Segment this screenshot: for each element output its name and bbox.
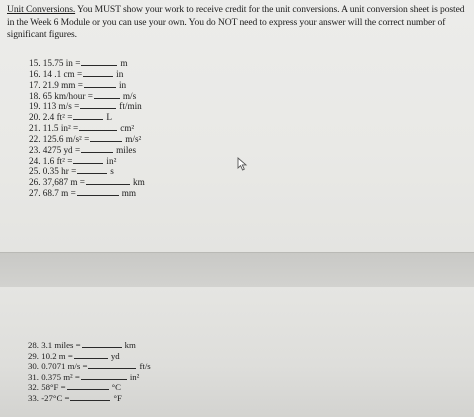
problem-item	[29, 134, 145, 145]
answer-blank[interactable]	[67, 388, 109, 390]
problem-number: 26.	[29, 177, 41, 188]
problem-given: 0.375 m² =	[41, 371, 80, 382]
problem-given: 10.2 m =	[41, 350, 73, 361]
target-unit: s	[110, 166, 114, 177]
answer-blank[interactable]	[90, 140, 122, 142]
problem-given: 3.1 miles =	[41, 340, 81, 350]
answer-blank[interactable]	[77, 194, 119, 196]
problem-list-2	[28, 340, 151, 404]
problem-given: -27°C =	[41, 392, 70, 403]
answer-blank[interactable]	[88, 367, 136, 369]
answer-blank[interactable]	[86, 183, 130, 185]
problem-number: 17.	[29, 79, 41, 90]
problem-number: 33.	[28, 392, 39, 403]
mouse-pointer-icon	[237, 157, 249, 171]
target-unit: miles	[116, 144, 137, 155]
problem-given: 113 m/s =	[42, 101, 80, 112]
target-unit: in²	[106, 155, 117, 166]
answer-blank[interactable]	[74, 357, 108, 359]
problem-given: 125.6 m/s² =	[42, 133, 90, 144]
page-gap	[0, 252, 474, 288]
target-unit: m/s²	[125, 133, 142, 144]
answer-blank[interactable]	[70, 399, 110, 401]
problem-item	[29, 177, 145, 188]
problem-item	[28, 351, 151, 362]
problem-given: 37,687 m =	[42, 177, 85, 188]
problem-given: 15.75 in =	[42, 58, 81, 68]
target-unit: km	[132, 177, 145, 188]
answer-blank[interactable]	[77, 172, 107, 174]
problem-item	[29, 156, 145, 167]
problem-item	[28, 393, 151, 404]
problem-number: 28.	[28, 340, 39, 350]
target-unit: in²	[129, 371, 140, 382]
problem-item	[29, 101, 145, 112]
problem-given: 58°F =	[41, 382, 66, 393]
answer-blank[interactable]	[83, 75, 113, 77]
answer-blank[interactable]	[94, 97, 120, 99]
answer-blank[interactable]	[81, 378, 127, 380]
problem-given: 65 km/hour =	[42, 90, 93, 101]
problem-item	[29, 188, 145, 199]
problem-number: 16.	[29, 68, 41, 79]
target-unit: L	[106, 112, 113, 123]
problem-item	[29, 123, 145, 134]
target-unit: m/s	[122, 90, 137, 101]
problem-item	[29, 69, 145, 80]
answer-blank[interactable]	[81, 64, 117, 66]
problem-number: 32.	[28, 382, 39, 393]
target-unit: cm²	[120, 123, 135, 134]
problem-given: 11.5 in² =	[42, 123, 79, 134]
problem-item	[29, 166, 145, 177]
problem-given: 0.7071 m/s =	[41, 361, 88, 372]
answer-blank[interactable]	[73, 118, 103, 120]
problem-number: 24.	[29, 155, 41, 166]
problem-number: 19.	[29, 101, 41, 112]
target-unit: ft/min	[119, 101, 142, 112]
problem-item	[29, 80, 145, 91]
problem-number: 18.	[29, 90, 41, 101]
problem-item	[29, 58, 145, 69]
target-unit: ft/s	[139, 361, 151, 372]
problem-given: 1.6 ft² =	[42, 155, 73, 166]
target-unit: in	[116, 68, 124, 79]
problem-number: 25.	[29, 166, 41, 177]
answer-blank[interactable]	[73, 162, 103, 164]
problem-item	[28, 340, 151, 351]
problem-number: 30.	[28, 361, 39, 372]
problem-number: 27.	[29, 188, 41, 199]
target-unit: °C	[111, 382, 121, 393]
answer-blank[interactable]	[82, 346, 122, 348]
answer-blank[interactable]	[84, 86, 116, 88]
answer-blank[interactable]	[81, 151, 113, 153]
target-unit: mm	[121, 188, 137, 199]
problem-number: 23.	[29, 144, 41, 155]
problem-list-1	[29, 58, 145, 199]
problem-given: 4275 yd =	[42, 144, 81, 155]
problem-number: 20.	[29, 112, 41, 123]
problem-given: 0.35 hr =	[42, 166, 77, 177]
answer-blank[interactable]	[80, 107, 116, 109]
problem-number: 29.	[28, 350, 39, 361]
problem-number: 22.	[29, 133, 41, 144]
target-unit: km	[124, 340, 136, 350]
instructions	[7, 4, 469, 42]
problem-item	[28, 372, 151, 383]
problem-number: 15.	[29, 58, 41, 68]
problem-given: 21.9 mm =	[42, 79, 83, 90]
target-unit: °F	[113, 392, 122, 403]
target-unit: yd	[110, 350, 120, 361]
problem-item	[29, 91, 145, 102]
problem-number: 31.	[28, 371, 39, 382]
instructions-heading: Unit Conversions.	[7, 4, 76, 15]
instructions-text: You MUST show your work to receive credit for the unit conversions. A unit conversion sheet is posted in the Week 6 Module or you can use your own. You do NOT need to express your answer will the correct number of significant figures.	[7, 4, 465, 41]
problem-item	[28, 361, 151, 372]
problem-given: 14 .1 cm =	[42, 68, 83, 79]
answer-blank[interactable]	[79, 129, 117, 131]
problem-item	[29, 145, 145, 156]
problem-number: 21.	[29, 123, 41, 134]
problem-given: 2.4 ft² =	[42, 112, 73, 123]
problem-item	[28, 382, 151, 393]
target-unit: m	[120, 58, 128, 68]
problem-item	[29, 112, 145, 123]
target-unit: in	[118, 79, 127, 90]
problem-given: 68.7 m =	[42, 188, 76, 199]
